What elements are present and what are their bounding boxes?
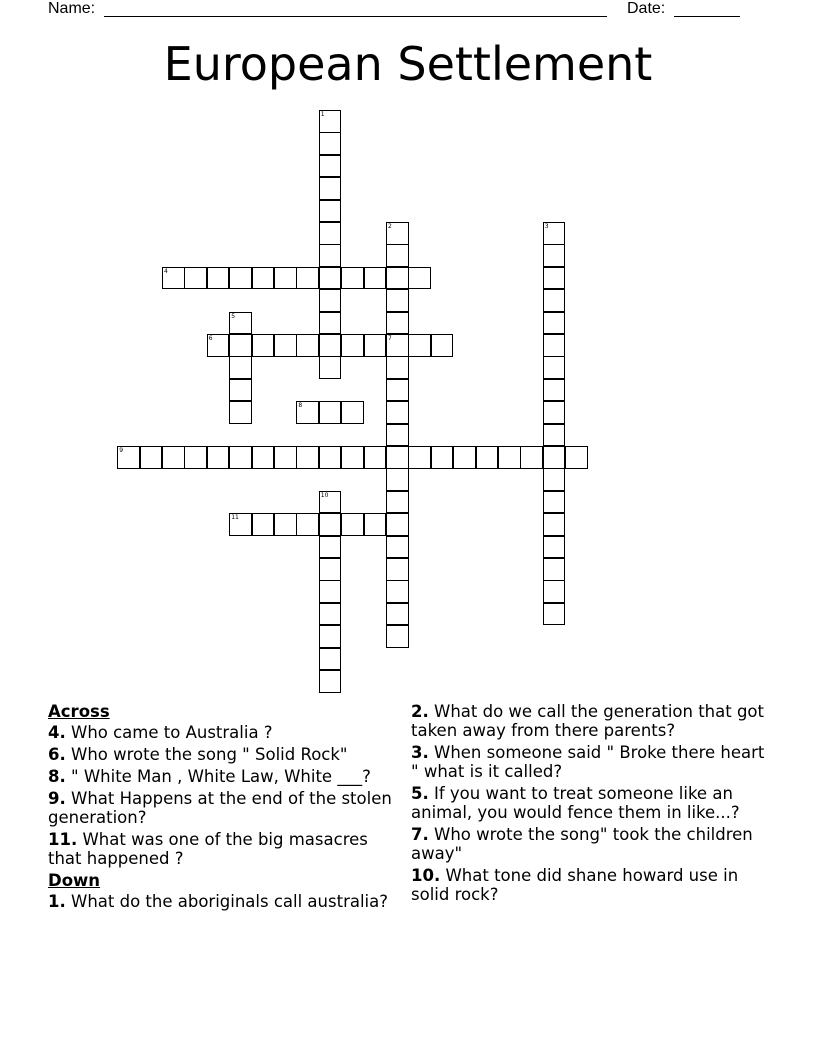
grid-cell[interactable] xyxy=(184,267,207,290)
grid-cell[interactable] xyxy=(319,334,342,357)
grid-cell[interactable] xyxy=(319,155,342,178)
grid-cell[interactable] xyxy=(319,648,342,671)
grid-cell[interactable] xyxy=(319,222,342,245)
grid-cell[interactable] xyxy=(453,446,476,469)
grid-cell[interactable] xyxy=(319,110,342,133)
down-heading: Down xyxy=(48,871,101,890)
grid-cell[interactable] xyxy=(274,334,297,357)
grid-cell[interactable] xyxy=(319,603,342,626)
grid-cell[interactable] xyxy=(229,312,252,335)
cell-number: 9 xyxy=(119,447,124,454)
clues-left-column xyxy=(48,702,398,914)
grid-cell[interactable] xyxy=(319,312,342,335)
clue-text: What do the aboriginals call australia? xyxy=(71,892,388,911)
clues-right-column xyxy=(411,702,771,907)
grid-cell[interactable] xyxy=(319,356,342,379)
grid-cell[interactable] xyxy=(386,513,409,536)
clue-number: 8. xyxy=(48,767,66,786)
grid-cell[interactable] xyxy=(543,334,566,357)
grid-cell[interactable] xyxy=(296,446,319,469)
clue-number: 4. xyxy=(48,723,66,742)
grid-cell[interactable] xyxy=(543,356,566,379)
grid-cell[interactable] xyxy=(408,267,431,290)
grid-cell[interactable] xyxy=(252,513,275,536)
grid-cell[interactable] xyxy=(386,424,409,447)
clue-across-4 xyxy=(48,723,398,742)
grid-cell[interactable] xyxy=(364,446,387,469)
grid-cell[interactable] xyxy=(229,446,252,469)
clue-number: 5. xyxy=(411,784,429,803)
grid-cell[interactable] xyxy=(543,513,566,536)
cell-number: 4 xyxy=(164,267,168,275)
clue-text: What tone did shane howard use in solid rock? xyxy=(411,866,739,904)
grid-cell[interactable] xyxy=(386,446,409,469)
clue-text: When someone said " Broke there heart " what is it called? xyxy=(411,743,765,781)
clue-across-8 xyxy=(48,767,398,786)
grid-cell[interactable] xyxy=(207,334,230,357)
page-title: European Settlement xyxy=(163,37,653,91)
across-heading: Across xyxy=(48,702,110,721)
clue-down-5 xyxy=(411,784,771,822)
grid-cell[interactable] xyxy=(341,267,364,290)
cell-number: 11 xyxy=(231,514,239,522)
grid-cell[interactable] xyxy=(341,513,364,536)
grid-cell[interactable] xyxy=(386,401,409,424)
cell-number: 10 xyxy=(320,491,329,499)
clue-text: If you want to treat someone like an animal, you would fence them in like...? xyxy=(411,784,740,822)
grid-cell[interactable] xyxy=(117,446,140,469)
grid-cell[interactable] xyxy=(364,267,387,290)
grid-cell[interactable] xyxy=(386,289,409,312)
grid-cell[interactable] xyxy=(274,267,297,290)
grid-cell[interactable] xyxy=(296,334,319,357)
grid-cell[interactable] xyxy=(386,334,409,357)
grid-cell[interactable] xyxy=(319,513,342,536)
cell-number: 8 xyxy=(298,402,303,410)
grid-cell[interactable] xyxy=(319,289,342,312)
grid-cell[interactable] xyxy=(341,334,364,357)
clue-across-6 xyxy=(48,745,398,764)
grid-cell[interactable] xyxy=(296,401,319,424)
grid-cell[interactable] xyxy=(274,513,297,536)
grid-cell[interactable] xyxy=(386,356,409,379)
grid-cell[interactable] xyxy=(386,244,409,267)
date-label: Date: xyxy=(627,0,666,17)
clue-text: What Happens at the end of the stolen generation? xyxy=(48,789,392,827)
grid-cell[interactable] xyxy=(543,603,566,626)
name-label: Name: xyxy=(48,0,96,17)
grid-cell[interactable] xyxy=(229,334,252,357)
grid-cell[interactable] xyxy=(408,446,431,469)
grid-cell[interactable] xyxy=(319,401,342,424)
cell-number: 2 xyxy=(388,223,392,230)
grid-cell[interactable] xyxy=(229,401,252,424)
grid-cell[interactable] xyxy=(498,446,521,469)
grid-cell[interactable] xyxy=(543,312,566,335)
grid-cell[interactable] xyxy=(543,379,566,402)
grid-cell[interactable] xyxy=(162,446,185,469)
grid-cell[interactable] xyxy=(386,603,409,626)
grid-cell[interactable] xyxy=(543,580,566,603)
grid-cell[interactable] xyxy=(543,446,566,469)
grid-cell[interactable] xyxy=(543,468,566,491)
clue-number: 2. xyxy=(411,702,429,721)
grid-cell[interactable] xyxy=(341,401,364,424)
cell-number: 1 xyxy=(320,111,325,118)
grid-cell[interactable] xyxy=(341,446,364,469)
grid-cell[interactable] xyxy=(431,334,454,357)
grid-cell[interactable] xyxy=(520,446,543,469)
grid-cell[interactable] xyxy=(543,536,566,559)
grid-cell[interactable] xyxy=(229,379,252,402)
grid-cell[interactable] xyxy=(386,468,409,491)
grid-cell[interactable] xyxy=(252,267,275,290)
grid-cell[interactable] xyxy=(543,244,566,267)
clue-text: " White Man , White Law, White ___? xyxy=(71,767,371,786)
grid-cell[interactable] xyxy=(364,513,387,536)
cell-number: 6 xyxy=(208,335,213,342)
grid-cell[interactable] xyxy=(386,580,409,603)
grid-cell[interactable] xyxy=(543,558,566,581)
grid-cell[interactable] xyxy=(543,222,566,245)
grid-cell[interactable] xyxy=(543,491,566,514)
grid-cell[interactable] xyxy=(319,200,342,223)
clue-across-9 xyxy=(48,789,398,827)
grid-cell[interactable] xyxy=(162,267,185,290)
grid-cell[interactable] xyxy=(319,558,342,581)
grid-cell[interactable] xyxy=(476,446,499,469)
clue-down-7 xyxy=(411,825,771,863)
clue-text: Who wrote the song " Solid Rock" xyxy=(71,745,348,764)
grid-cell[interactable] xyxy=(543,289,566,312)
clue-down-10 xyxy=(411,866,771,904)
clue-number: 3. xyxy=(411,743,429,762)
grid-cell[interactable] xyxy=(274,446,297,469)
grid-cell[interactable] xyxy=(319,267,342,290)
grid-cell[interactable] xyxy=(229,513,252,536)
grid-cell[interactable] xyxy=(386,491,409,514)
grid-cell[interactable] xyxy=(565,446,588,469)
grid-cell[interactable] xyxy=(229,267,252,290)
grid-cell[interactable] xyxy=(319,244,342,267)
grid-cell[interactable] xyxy=(319,580,342,603)
clue-down-2 xyxy=(411,702,771,740)
grid-cell[interactable] xyxy=(296,513,319,536)
clue-text: What was one of the big masacres that happened ? xyxy=(48,830,368,868)
clue-number: 1. xyxy=(48,892,66,911)
grid-cell[interactable] xyxy=(431,446,454,469)
clue-text: What do we call the generation that got taken away from there parents? xyxy=(411,702,764,740)
cell-number: 5 xyxy=(231,312,236,320)
grid-cell[interactable] xyxy=(386,536,409,559)
grid-cell[interactable] xyxy=(252,334,275,357)
grid-cell[interactable] xyxy=(543,424,566,447)
grid-cell[interactable] xyxy=(386,267,409,290)
grid-cell[interactable] xyxy=(319,491,342,514)
clue-number: 9. xyxy=(48,789,66,808)
grid-cell[interactable] xyxy=(319,177,342,200)
grid-cell[interactable] xyxy=(364,334,387,357)
grid-cell[interactable] xyxy=(408,334,431,357)
grid-cell[interactable] xyxy=(252,446,275,469)
grid-cell[interactable] xyxy=(386,312,409,335)
clue-down-3 xyxy=(411,743,771,781)
clue-number: 11. xyxy=(48,830,78,849)
clue-text: Who came to Australia ? xyxy=(71,723,273,742)
grid-cell[interactable] xyxy=(207,267,230,290)
grid-cell[interactable] xyxy=(386,625,409,648)
clue-text: Who wrote the song" took the children away" xyxy=(411,825,753,863)
cell-number: 3 xyxy=(544,223,549,230)
grid-cell[interactable] xyxy=(386,222,409,245)
grid-cell[interactable] xyxy=(319,536,342,559)
grid-cell[interactable] xyxy=(319,132,342,155)
grid-cell[interactable] xyxy=(386,558,409,581)
grid-cell[interactable] xyxy=(319,446,342,469)
clue-down-1 xyxy=(48,892,398,911)
grid-cell[interactable] xyxy=(386,379,409,402)
cell-number: 7 xyxy=(388,335,392,342)
clue-across-11 xyxy=(48,830,398,868)
clue-number: 10. xyxy=(411,866,441,885)
grid-cell[interactable] xyxy=(543,267,566,290)
grid-cell[interactable] xyxy=(207,446,230,469)
grid-cell[interactable] xyxy=(140,446,163,469)
grid-cell[interactable] xyxy=(319,670,342,693)
clue-number: 7. xyxy=(411,825,429,844)
grid-cell[interactable] xyxy=(184,446,207,469)
grid-cell[interactable] xyxy=(319,625,342,648)
clue-number: 6. xyxy=(48,745,66,764)
grid-cell[interactable] xyxy=(543,401,566,424)
grid-cell[interactable] xyxy=(229,356,252,379)
grid-cell[interactable] xyxy=(296,267,319,290)
